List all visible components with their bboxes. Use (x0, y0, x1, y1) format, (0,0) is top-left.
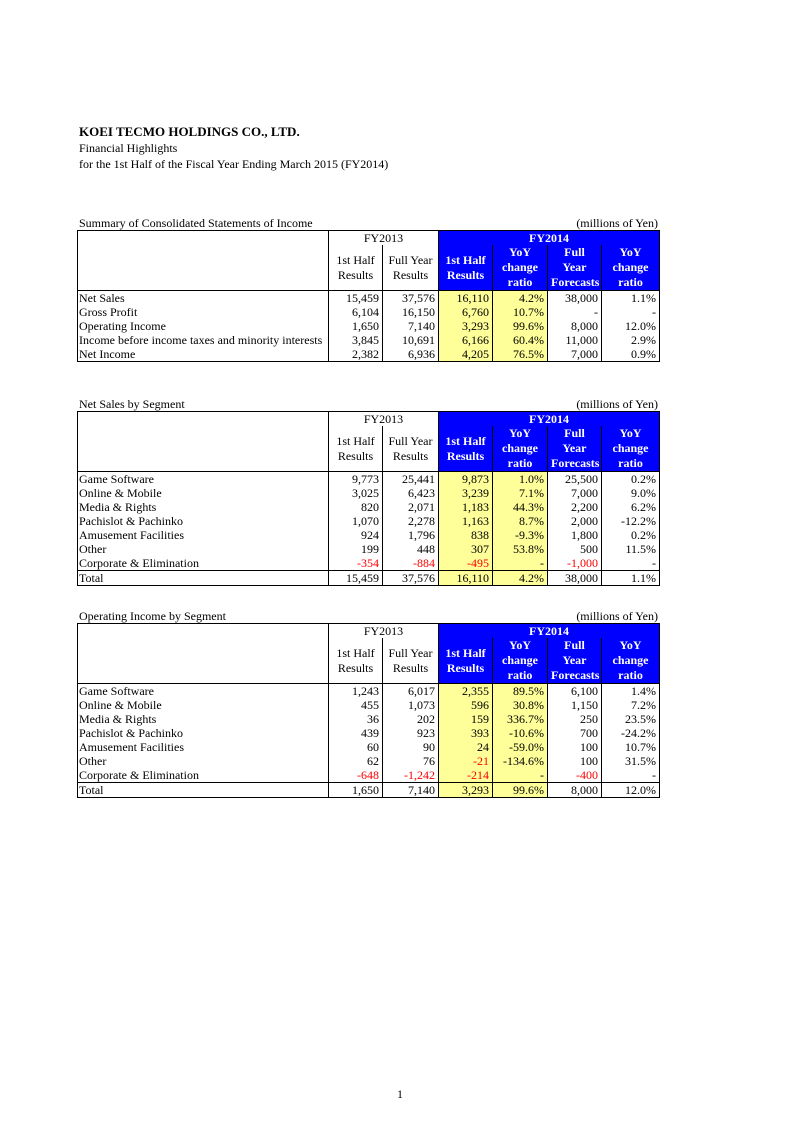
row-label: Pachislot & Pachinko (78, 514, 329, 528)
table-row (78, 514, 660, 528)
cell-c1: 1,650 (329, 319, 383, 333)
cell-c2: 7,140 (383, 783, 439, 798)
cell-c3: 3,239 (439, 486, 493, 500)
cell-c4: 53.8% (493, 542, 548, 556)
cell-c3: 6,760 (439, 305, 493, 319)
cell-c6: - (602, 305, 660, 319)
header-row-fiscal-year (78, 412, 660, 427)
fy2013-header: FY2013 (329, 231, 439, 246)
cell-c5: 500 (548, 542, 602, 556)
fy2014-header: FY2014 (439, 231, 660, 246)
financial-table (77, 411, 660, 586)
cell-c2: 923 (383, 726, 439, 740)
cell-c6: 7.2% (602, 698, 660, 712)
cell-c1: 6,104 (329, 305, 383, 319)
table-row (78, 740, 660, 754)
cell-c2: -884 (383, 556, 439, 571)
cell-c6: 6.2% (602, 500, 660, 514)
col-yoy-change-forecast: YoY change ratio (602, 638, 660, 684)
table-title: Net Sales by Segment (79, 397, 185, 411)
cell-c5: - (548, 305, 602, 319)
table-unit: (millions of Yen) (576, 397, 658, 411)
table-row (78, 754, 660, 768)
table-row (78, 556, 660, 571)
cell-c2: 7,140 (383, 319, 439, 333)
cell-c1: -648 (329, 768, 383, 783)
cell-c5: 11,000 (548, 333, 602, 347)
table-row (78, 698, 660, 712)
table-row (78, 347, 660, 362)
document-title: Financial Highlights (79, 141, 178, 155)
cell-c3: -495 (439, 556, 493, 571)
cell-c2: 10,691 (383, 333, 439, 347)
cell-c4: -134.6% (493, 754, 548, 768)
cell-c1: 439 (329, 726, 383, 740)
cell-c5: 6,100 (548, 684, 602, 699)
fy2014-header: FY2014 (439, 624, 660, 639)
table-row (78, 500, 660, 514)
cell-c2: 76 (383, 754, 439, 768)
row-label: Net Income (78, 347, 329, 362)
row-label: Other (78, 542, 329, 556)
cell-c5: 700 (548, 726, 602, 740)
page-number: 1 (397, 1087, 403, 1101)
cell-c5: -1,000 (548, 556, 602, 571)
operating-income-by-segment-section (77, 609, 659, 798)
row-label: Online & Mobile (78, 698, 329, 712)
cell-c6: 9.0% (602, 486, 660, 500)
header-row-fiscal-year (78, 624, 660, 639)
financial-table (77, 623, 660, 798)
cell-c6: - (602, 768, 660, 783)
cell-c1: -354 (329, 556, 383, 571)
cell-c1: 15,459 (329, 291, 383, 306)
cell-c3: 159 (439, 712, 493, 726)
cell-c4: 99.6% (493, 319, 548, 333)
cell-c5: 7,000 (548, 347, 602, 362)
cell-c5: 8,000 (548, 783, 602, 798)
cell-c6: 0.9% (602, 347, 660, 362)
col-yoy-change: YoY change ratio (493, 638, 548, 684)
cell-c3: 393 (439, 726, 493, 740)
cell-c5: 1,800 (548, 528, 602, 542)
cell-c6: 1.1% (602, 571, 660, 586)
table-row (78, 291, 660, 306)
cell-c3: 24 (439, 740, 493, 754)
cell-c3: 2,355 (439, 684, 493, 699)
row-label: Income before income taxes and minority interests (78, 333, 329, 347)
cell-c4: 7.1% (493, 486, 548, 500)
cell-c1: 36 (329, 712, 383, 726)
col-yoy-change: YoY change ratio (493, 426, 548, 472)
header-corner (78, 412, 329, 472)
cell-c4: 76.5% (493, 347, 548, 362)
table-total-row (78, 571, 660, 586)
cell-c2: 6,017 (383, 684, 439, 699)
cell-c6: 31.5% (602, 754, 660, 768)
cell-c2: 37,576 (383, 291, 439, 306)
table-row (78, 712, 660, 726)
cell-c5: 250 (548, 712, 602, 726)
cell-c4: 99.6% (493, 783, 548, 798)
cell-c1: 3,025 (329, 486, 383, 500)
cell-c3: 596 (439, 698, 493, 712)
cell-c5: 8,000 (548, 319, 602, 333)
financial-table (77, 230, 660, 362)
col-fy2014-1st-half: 1st Half Results (439, 638, 493, 684)
cell-c6: 23.5% (602, 712, 660, 726)
cell-c2: -1,242 (383, 768, 439, 783)
cell-c5: -400 (548, 768, 602, 783)
cell-c1: 455 (329, 698, 383, 712)
row-label: Total (78, 571, 329, 586)
table-row (78, 305, 660, 319)
cell-c2: 1,073 (383, 698, 439, 712)
table-row (78, 528, 660, 542)
cell-c1: 1,650 (329, 783, 383, 798)
cell-c3: 3,293 (439, 783, 493, 798)
col-full-year-forecast: Full Year Forecasts (548, 638, 602, 684)
row-label: Corporate & Elimination (78, 768, 329, 783)
table-row (78, 472, 660, 487)
row-label: Operating Income (78, 319, 329, 333)
table-row (78, 768, 660, 783)
cell-c5: 38,000 (548, 571, 602, 586)
table-caption (77, 216, 659, 230)
cell-c5: 100 (548, 740, 602, 754)
col-yoy-change-forecast: YoY change ratio (602, 426, 660, 472)
company-name: KOEI TECMO HOLDINGS CO., LTD. (79, 124, 300, 139)
row-label: Media & Rights (78, 500, 329, 514)
cell-c1: 924 (329, 528, 383, 542)
cell-c3: 4,205 (439, 347, 493, 362)
cell-c6: 1.1% (602, 291, 660, 306)
cell-c3: 3,293 (439, 319, 493, 333)
cell-c3: 307 (439, 542, 493, 556)
cell-c3: 1,183 (439, 500, 493, 514)
cell-c4: 4.2% (493, 571, 548, 586)
income-summary-section (77, 216, 659, 362)
cell-c1: 1,243 (329, 684, 383, 699)
cell-c1: 9,773 (329, 472, 383, 487)
row-label: Game Software (78, 472, 329, 487)
cell-c2: 202 (383, 712, 439, 726)
cell-c1: 3,845 (329, 333, 383, 347)
cell-c3: 9,873 (439, 472, 493, 487)
col-fy2013-full-year: Full Year Results (383, 245, 439, 291)
table-total-row (78, 783, 660, 798)
cell-c6: 12.0% (602, 783, 660, 798)
cell-c1: 60 (329, 740, 383, 754)
document-header (79, 124, 388, 172)
cell-c1: 199 (329, 542, 383, 556)
table-unit: (millions of Yen) (576, 609, 658, 623)
header-corner (78, 231, 329, 291)
cell-c6: -24.2% (602, 726, 660, 740)
cell-c2: 25,441 (383, 472, 439, 487)
cell-c4: 60.4% (493, 333, 548, 347)
cell-c2: 2,278 (383, 514, 439, 528)
row-label: Media & Rights (78, 712, 329, 726)
table-caption (77, 397, 659, 411)
table-title: Summary of Consolidated Statements of Income (79, 216, 313, 230)
table-row (78, 542, 660, 556)
cell-c4: 10.7% (493, 305, 548, 319)
cell-c5: 100 (548, 754, 602, 768)
cell-c6: 2.9% (602, 333, 660, 347)
table-title: Operating Income by Segment (79, 609, 226, 623)
cell-c6: -12.2% (602, 514, 660, 528)
cell-c4: 30.8% (493, 698, 548, 712)
cell-c4: - (493, 768, 548, 783)
cell-c2: 6,423 (383, 486, 439, 500)
cell-c1: 2,382 (329, 347, 383, 362)
col-fy2014-1st-half: 1st Half Results (439, 245, 493, 291)
col-full-year-forecast: Full Year Forecasts (548, 245, 602, 291)
row-label: Amusement Facilities (78, 528, 329, 542)
cell-c5: 2,000 (548, 514, 602, 528)
cell-c4: 44.3% (493, 500, 548, 514)
cell-c3: 16,110 (439, 571, 493, 586)
fy2014-header: FY2014 (439, 412, 660, 427)
fy2013-header: FY2013 (329, 412, 439, 427)
cell-c6: 10.7% (602, 740, 660, 754)
cell-c4: 4.2% (493, 291, 548, 306)
net-sales-by-segment-section (77, 397, 659, 586)
cell-c4: 1.0% (493, 472, 548, 487)
cell-c4: - (493, 556, 548, 571)
cell-c6: 11.5% (602, 542, 660, 556)
cell-c2: 37,576 (383, 571, 439, 586)
cell-c6: 0.2% (602, 472, 660, 487)
table-caption (77, 609, 659, 623)
cell-c3: 6,166 (439, 333, 493, 347)
cell-c1: 15,459 (329, 571, 383, 586)
cell-c6: 0.2% (602, 528, 660, 542)
cell-c2: 16,150 (383, 305, 439, 319)
row-label: Amusement Facilities (78, 740, 329, 754)
col-yoy-change: YoY change ratio (493, 245, 548, 291)
cell-c3: 838 (439, 528, 493, 542)
cell-c5: 1,150 (548, 698, 602, 712)
cell-c2: 2,071 (383, 500, 439, 514)
table-row (78, 486, 660, 500)
header-corner (78, 624, 329, 684)
row-label: Online & Mobile (78, 486, 329, 500)
cell-c1: 820 (329, 500, 383, 514)
col-fy2013-1st-half: 1st Half Results (329, 426, 383, 472)
col-fy2013-1st-half: 1st Half Results (329, 638, 383, 684)
row-label: Game Software (78, 684, 329, 699)
cell-c6: - (602, 556, 660, 571)
row-label: Pachislot & Pachinko (78, 726, 329, 740)
cell-c4: 89.5% (493, 684, 548, 699)
table-row (78, 684, 660, 699)
col-fy2013-1st-half: 1st Half Results (329, 245, 383, 291)
cell-c4: -59.0% (493, 740, 548, 754)
col-fy2013-full-year: Full Year Results (383, 638, 439, 684)
table-row (78, 333, 660, 347)
cell-c3: -21 (439, 754, 493, 768)
cell-c5: 2,200 (548, 500, 602, 514)
cell-c3: 1,163 (439, 514, 493, 528)
cell-c4: -9.3% (493, 528, 548, 542)
row-label: Other (78, 754, 329, 768)
cell-c1: 62 (329, 754, 383, 768)
table-unit: (millions of Yen) (576, 216, 658, 230)
table-row (78, 319, 660, 333)
cell-c2: 6,936 (383, 347, 439, 362)
cell-c1: 1,070 (329, 514, 383, 528)
document-period: for the 1st Half of the Fiscal Year Ending March 2015 (FY2014) (79, 157, 389, 171)
col-full-year-forecast: Full Year Forecasts (548, 426, 602, 472)
row-label: Net Sales (78, 291, 329, 306)
cell-c2: 1,796 (383, 528, 439, 542)
row-label: Corporate & Elimination (78, 556, 329, 571)
col-fy2013-full-year: Full Year Results (383, 426, 439, 472)
cell-c2: 90 (383, 740, 439, 754)
cell-c3: 16,110 (439, 291, 493, 306)
table-row (78, 726, 660, 740)
cell-c2: 448 (383, 542, 439, 556)
fy2013-header: FY2013 (329, 624, 439, 639)
cell-c6: 1.4% (602, 684, 660, 699)
cell-c4: 8.7% (493, 514, 548, 528)
row-label: Gross Profit (78, 305, 329, 319)
col-yoy-change-forecast: YoY change ratio (602, 245, 660, 291)
cell-c6: 12.0% (602, 319, 660, 333)
cell-c5: 7,000 (548, 486, 602, 500)
cell-c4: 336.7% (493, 712, 548, 726)
header-row-fiscal-year (78, 231, 660, 246)
col-fy2014-1st-half: 1st Half Results (439, 426, 493, 472)
row-label: Total (78, 783, 329, 798)
cell-c5: 25,500 (548, 472, 602, 487)
cell-c5: 38,000 (548, 291, 602, 306)
cell-c4: -10.6% (493, 726, 548, 740)
cell-c3: -214 (439, 768, 493, 783)
